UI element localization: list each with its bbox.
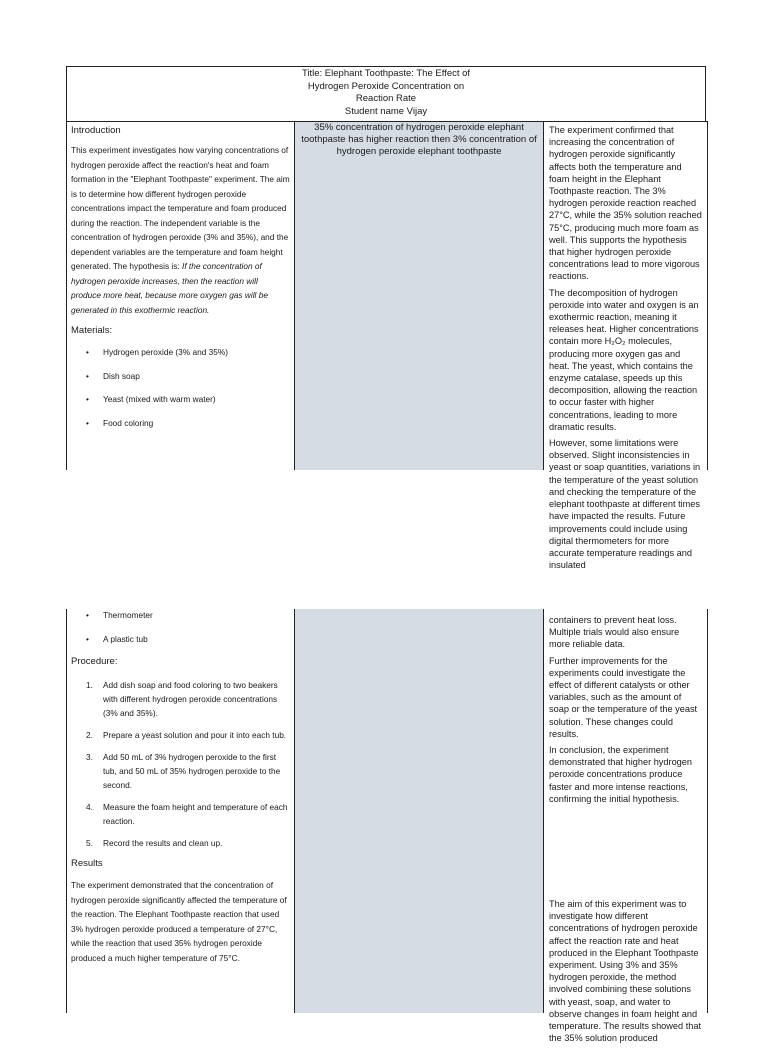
list-item: 4. Measure the foam height and temperature of each reaction. [86, 802, 288, 826]
bullet-icon: • [86, 370, 89, 381]
title-line: Hydrogen Peroxide Concentration on [307, 80, 465, 92]
bullet-icon: • [86, 610, 89, 620]
procedure-steps [71, 678, 290, 850]
discussion-paragraph: containers to prevent heat loss. Multiple trials would also ensure more reliable data. [549, 615, 680, 650]
conclusion-paragraph: In conclusion, the experiment demonstrated that higher hydrogen peroxide concentrations produce faster and more intense reactions, confirming the initial hypothesis. [549, 745, 693, 804]
aim-summary-paragraph: The aim of this experiment was to investigate how different concentrations of hydrogen peroxide affect the reaction rate and heat produced in the Elephant Toothpaste experiment. Using 3% and 35% hydrogen peroxide, the method involved combining these solutions with yeast, soap, and water to observe changes in foam height and temperature. The results showed that the 35% solution produced [549, 899, 702, 1044]
discussion-paragraph: However, some limitations were observed. Slight inconsistencies in yeast or soap quantities, variations in the temperature of the yeast solution and checking the temperature of the elephant toothpaste at different times have impacted the results. Future improvements could include using digital thermometers for more accurate temperature readings and insulated [549, 438, 701, 571]
list-item: 1. Add dish soap and food coloring to two beakers with different hydrogen peroxide concentrations (3% and 35%). [86, 680, 278, 718]
title-line: Reaction Rate [355, 93, 417, 104]
bullet-icon: • [86, 633, 89, 644]
table-body-row [66, 121, 708, 571]
discussion-paragraph: The experiment confirmed that increasing the concentration of hydrogen peroxide significantly affects both the temperature and foam height in the Elephant Toothpaste reaction. The 3% hydrogen peroxide reaction reached 27°C, while the 35% solution reached 75°C, producing much more foam as well. This supports the hypothesis that higher hydrogen peroxide concentrations lead to more vigorous reactions. [549, 125, 702, 282]
report-table-top [66, 66, 708, 571]
left-column [66, 121, 294, 470]
middle-column-shaded [294, 609, 544, 1013]
bullet-icon: • [86, 347, 89, 357]
discussion-paragraph: The decomposition of hydrogen peroxide into water and oxygen is an exothermic reaction, meaning it releases heat. Higher concentrations contain more H₂O₂ molecules, producing more oxygen gas and heat. The yeast, which contains the enzyme catalase, speeds up this decomposition, allowing the reaction to occur faster with higher concentrations, leading to more dramatic results. [549, 287, 699, 432]
list-item: 2. Prepare a yeast solution and pour it into each tub. [86, 730, 287, 740]
list-item: • Thermometer [86, 610, 153, 620]
bullet-icon: • [86, 394, 89, 404]
introduction-heading: Introduction [71, 125, 121, 136]
bullet-icon: • [86, 417, 89, 428]
introduction-paragraph [71, 143, 290, 317]
introduction-text: This experiment investigates how varying concentrations of hydrogen peroxide affect the reaction's heat and foam formation in the "Elephant Toothpaste" experiment. The aim is to determine how different hydrogen peroxide concentrations impact the temperature and foam produced during the reaction. The independent variable is the concentration of hydrogen peroxide (3% and 35%), and the dependent variables are the temperature and foam height generated. The hypothesis is: [71, 145, 290, 271]
results-heading: Results [71, 858, 103, 869]
middle-column-shaded [294, 121, 544, 470]
title-cell [66, 66, 706, 121]
right-column [544, 121, 708, 571]
list-item: 3. Add 50 mL of 3% hydrogen peroxide to the first tub, and 50 mL of 35% hydrogen peroxide to the second. [86, 752, 281, 790]
procedure-heading: Procedure: [71, 656, 118, 667]
left-column [66, 609, 294, 1013]
report-table-bottom [66, 609, 708, 1044]
summary-statement: 35% concentration of hydrogen peroxide elephant toothpaste has higher reaction then 3% concentration of hydrogen peroxide elephant toothpaste [301, 122, 537, 158]
discussion-paragraph: Further improvements for the experiments could investigate the effect of different catalysts or other variables, such as the amount of soap or the temperature of the yeast solution. These changes could results. [549, 655, 698, 739]
hypothesis-text: If the concentration of hydrogen peroxide increases, then the reaction will produce more heat, because more oxygen gas will be generated in this exothermic reaction. [71, 261, 268, 315]
title-line: Title: Elephant Toothpaste: The Effect of [301, 68, 471, 79]
student-name: Student name Vijay [344, 105, 428, 117]
materials-list [71, 346, 290, 429]
list-item: • Food coloring [86, 417, 154, 428]
list-item: • Yeast (mixed with warm water) [86, 394, 216, 404]
list-item: • Hydrogen peroxide (3% and 35%) [86, 347, 228, 357]
results-paragraph: The experiment demonstrated that the concentration of hydrogen peroxide significantly affected the temperature of the reaction. The Elephant Toothpaste reaction that used 3% hydrogen peroxide produced a temperature of 27°C, while the reaction that used 35% hydrogen peroxide produced a much higher temperature of 75°C. [71, 880, 287, 963]
list-item: • A plastic tub [86, 633, 148, 644]
materials-heading: Materials: [71, 325, 113, 336]
list-item: • Dish soap [86, 370, 140, 381]
aim-summary-block [549, 898, 703, 1048]
right-column [544, 609, 708, 1044]
list-item: 5. Record the results and clean up. [86, 838, 223, 848]
materials-list-continued [71, 609, 290, 645]
